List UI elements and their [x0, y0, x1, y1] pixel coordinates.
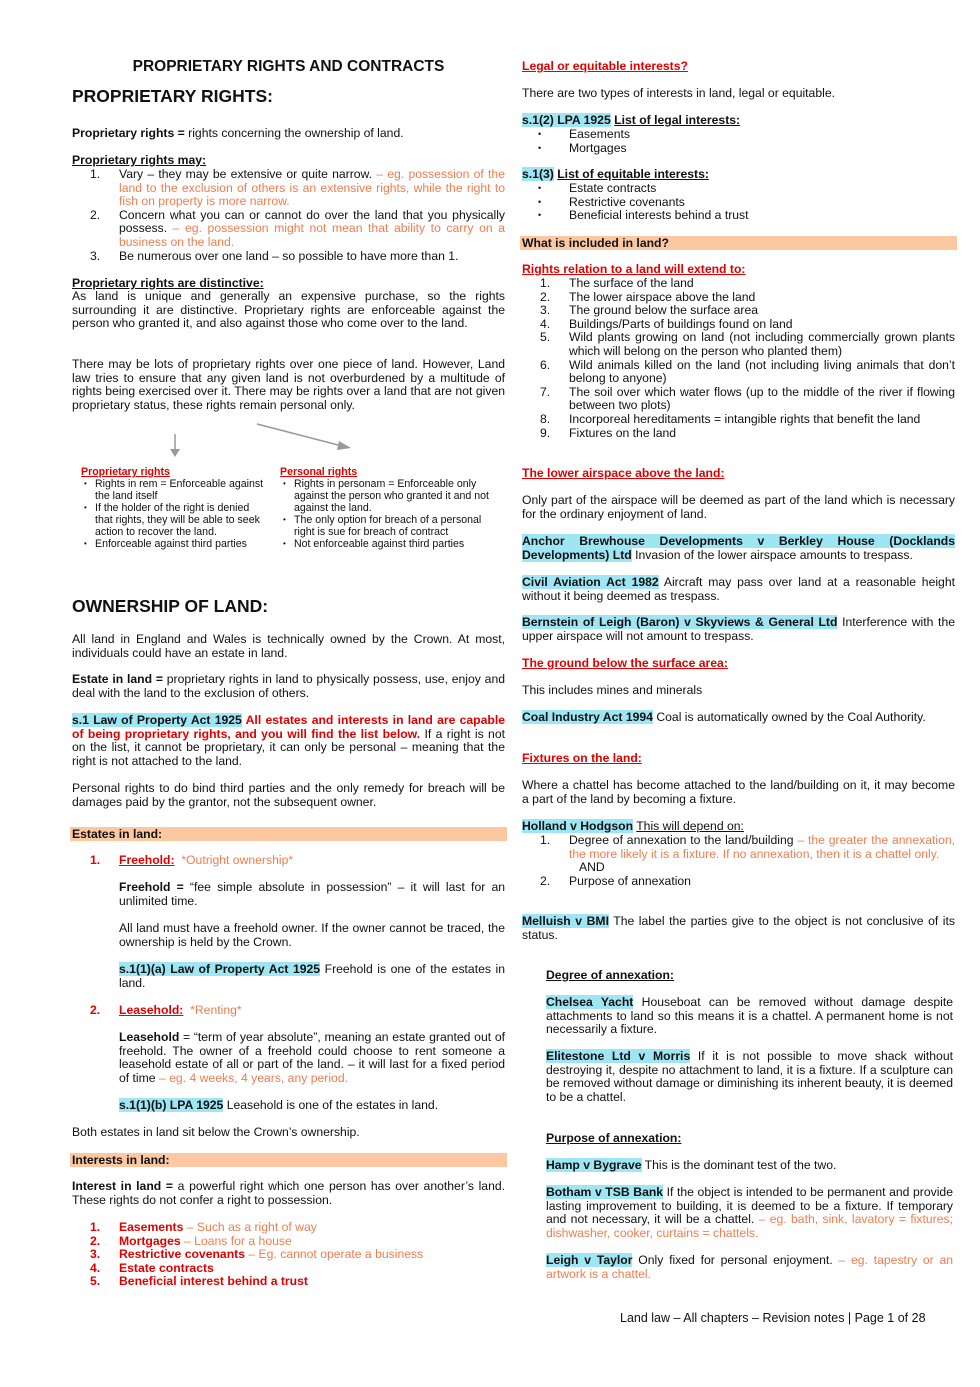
- page-footer: Land law – All chapters – Revision notes | Page 1 of 28: [620, 1311, 926, 1325]
- list-item: [522, 209, 955, 223]
- definition-text: “fee simple absolute in possession” – it will last for an unlimited time.: [119, 880, 506, 908]
- leasehold-label: Leasehold:: [119, 1003, 184, 1017]
- list-number: 1.: [90, 1220, 101, 1234]
- airspace-intro: Only part of the airspace will be deemed as part of the land which is necessary for the ordinary enjoyment of land.: [522, 493, 955, 521]
- list-text: The soil over which water flows (up to the middle of the river if flowing between two plots): [569, 384, 955, 413]
- list-number: 2.: [540, 289, 551, 304]
- list-text: Incorporeal hereditaments = intangible rights that benefit the land: [569, 411, 921, 426]
- list-item: [522, 359, 955, 386]
- list-number: 3.: [90, 248, 101, 263]
- list-text: Mortgages: [569, 140, 627, 155]
- case-melluish: [522, 915, 955, 942]
- list-number: 4.: [540, 316, 551, 331]
- list-number: 3.: [90, 1247, 101, 1262]
- list-text: If the holder of the right is denied that rights, they will be able to seek action to recover the land.: [95, 502, 260, 538]
- paragraph-text: Freehold is one of the estates in land.: [119, 962, 505, 990]
- distinctive-heading: Proprietary rights are distinctive:: [72, 276, 264, 290]
- definition-term: Proprietary rights =: [72, 126, 185, 140]
- example-note: – eg. 4 weeks, 4 years, any period.: [158, 1070, 348, 1085]
- list-text: Beneficial interests behind a trust: [569, 208, 749, 223]
- case-hamp-bygrave: [546, 1159, 953, 1173]
- case-text: This is the dominant test of the two.: [641, 1158, 837, 1172]
- definition-term: Leasehold: [119, 1030, 180, 1044]
- proprietary-rights-may-heading: Proprietary rights may:: [72, 153, 207, 167]
- list-text: The only option for breach of a personal right is sue for breach of contract: [294, 514, 482, 538]
- document-title: PROPRIETARY RIGHTS AND CONTRACTS: [132, 58, 445, 75]
- list-number: 5.: [540, 330, 551, 345]
- definition-text: proprietary rights in land to physically possess, use, enjoy and deal with the land to the exclusion of others.: [72, 672, 505, 700]
- list-text: The ground below the surface area: [569, 303, 759, 318]
- list-text: Enforceable against third parties: [95, 538, 247, 550]
- list-text: Buildings/Parts of buildings found on land: [569, 316, 793, 331]
- example-note: – eg. possession of the land to the exclusion of others is an extensive rights, while the right to fish on property is more narrow.: [119, 167, 505, 209]
- list-text: Vary – they may be extensive or quite narrow.: [119, 167, 377, 181]
- list-item: [522, 291, 955, 305]
- legal-interests-list: [522, 128, 955, 155]
- case-name: Leigh v Taylor: [546, 1253, 633, 1267]
- case-text: Only fixed for personal enjoyment.: [632, 1253, 839, 1267]
- list-number: 8.: [540, 411, 551, 426]
- list-number: 1.: [90, 167, 101, 181]
- interest-label: Estate contracts: [119, 1260, 214, 1275]
- example-note: – Such as a right of way: [183, 1220, 317, 1234]
- rights-extend-list: [522, 277, 955, 440]
- case-name: Anchor Brewhouse Developments v Berkley House (Docklands Developments) Ltd: [522, 534, 955, 562]
- list-text: Not enforceable against third parties: [294, 538, 465, 550]
- list-heading: List of legal interests:: [614, 113, 741, 127]
- list-heading: List of equitable interests:: [557, 167, 709, 181]
- example-note: – the greater the annexation, the more likely it is a fixture. If no annexation, then it is a chattel only.: [569, 833, 956, 861]
- fixtures-intro: Where a chattel has become attached to the land/building on it, it may become a part of the land by becoming a fixture.: [522, 778, 955, 806]
- example-note: – Eg. cannot operate a business: [245, 1247, 424, 1262]
- list-number: 1.: [540, 276, 551, 290]
- proprietary-rights-box-heading: Proprietary rights: [81, 466, 170, 478]
- bullet-icon: •: [538, 142, 542, 153]
- distinctive-paragraph: As land is unique and generally an expensive purchase, so the rights surrounding it are distinctive. Proprietary rights are enforceable against the person who granted it, and also against those who come over to the land.: [72, 289, 505, 331]
- list-item: [522, 427, 955, 441]
- list-item: [522, 182, 955, 196]
- list-item: [522, 196, 955, 210]
- case-name: Chelsea Yacht: [546, 995, 634, 1009]
- case-text: Aircraft may pass over land at a reasonable height without it being deemed as trespass.: [522, 575, 955, 603]
- list-text: Rights in personam = Enforceable only against the person who granted it and not against the land.: [294, 478, 489, 514]
- airspace-heading: The lower airspace above the land:: [522, 466, 725, 480]
- definition-term: Estate in land =: [72, 672, 163, 686]
- definition-term: Freehold =: [119, 880, 184, 894]
- case-text: Interference with the upper airspace will not amount to trespass.: [522, 615, 955, 643]
- list-text: Fixtures on the land: [569, 425, 677, 440]
- bullet-icon: •: [84, 479, 87, 488]
- statute-reference: s.1(1)(a) Law of Property Act 1925: [119, 962, 321, 976]
- case-anchor-brewhouse: [522, 535, 955, 562]
- list-item: [522, 413, 955, 427]
- list-item: [522, 304, 955, 318]
- case-name: Bernstein of Leigh (Baron) v Skyviews & General Ltd: [522, 615, 838, 629]
- list-item: [522, 875, 955, 889]
- ground-heading: The ground below the surface area:: [522, 656, 728, 670]
- bullet-icon: •: [538, 196, 542, 207]
- list-item: [522, 318, 955, 332]
- case-name: Coal Industry Act 1994: [522, 710, 653, 724]
- list-number: 5.: [90, 1274, 101, 1289]
- list-number: 4.: [90, 1260, 101, 1275]
- list-number: 2.: [90, 1233, 101, 1248]
- fixtures-heading: Fixtures on the land:: [522, 751, 642, 765]
- case-text: Coal is automatically owned by the Coal Authority.: [652, 710, 926, 724]
- case-botham-tsb: [546, 1186, 953, 1240]
- list-item: [522, 277, 955, 291]
- case-text: This will depend on:: [636, 819, 744, 833]
- list-number: 1.: [90, 853, 101, 867]
- statute-reference: s.1(2) LPA 1925: [522, 113, 611, 127]
- case-name: Melluish v BMI: [522, 914, 609, 928]
- list-number: 2.: [540, 873, 551, 888]
- case-elitestone: [546, 1050, 953, 1104]
- list-item: [522, 386, 955, 413]
- degree-annexation-heading: Degree of annexation:: [546, 968, 674, 982]
- case-name: Botham v TSB Bank: [546, 1185, 664, 1199]
- list-number: 2.: [90, 207, 101, 222]
- list-text: Estate contracts: [569, 181, 657, 195]
- paragraph-text: If a right is not on the list, it cannot be proprietary, it can only be personal – meaning that the right is not attached to the land.: [72, 726, 505, 768]
- personal-rights-box-heading: Personal rights: [280, 466, 358, 478]
- case-text: Invasion of the lower airspace amounts to trespass.: [631, 547, 913, 562]
- list-number: 2.: [90, 1003, 101, 1017]
- bullet-icon: •: [84, 539, 87, 548]
- leasehold-note: *Renting*: [190, 1003, 242, 1017]
- list-number: 1.: [540, 833, 551, 847]
- bullet-icon: •: [538, 183, 542, 193]
- case-text: The label the parties give to the object is not conclusive of its status.: [522, 914, 955, 942]
- statute-reference: s.1(3): [522, 167, 554, 181]
- purpose-annexation-heading: Purpose of annexation:: [546, 1131, 682, 1145]
- definition-text: rights concerning the ownership of land.: [184, 126, 404, 140]
- list-item: [522, 142, 955, 156]
- example-note: – eg. tapestry or an artwork is a chattel.: [546, 1253, 953, 1281]
- list-number: 6.: [540, 357, 551, 372]
- list-text: The surface of the land: [569, 276, 694, 290]
- definition-text: a powerful right which one person has over another’s land. These rights do not confer a right to possession.: [72, 1179, 506, 1207]
- list-item: [522, 331, 955, 358]
- overburden-paragraph: There may be lots of proprietary rights over one piece of land. However, Land law tries to ensure that any given land is not overburdened by a multitude of rights being exercised over it. There may be rights over a land that are not given proprietary status, these rights remain personal only.: [72, 357, 505, 412]
- list-number: 9.: [540, 425, 551, 440]
- freehold-owner-paragraph: All land must have a freehold owner. If the owner cannot be traced, the ownership is held by the Crown.: [119, 921, 505, 949]
- case-name: Holland v Hodgson: [522, 819, 634, 833]
- example-note: – Loans for a house: [180, 1233, 292, 1248]
- arrow-diagonal-icon: [257, 424, 351, 450]
- case-bernstein: [522, 616, 955, 643]
- definition-term: Interest in land =: [72, 1179, 173, 1193]
- statute-reference: s.1 Law of Property Act 1925: [72, 713, 242, 727]
- list-text: Rights in rem = Enforceable against the land itself: [95, 478, 264, 502]
- interest-label: Easements: [119, 1220, 184, 1234]
- paragraph-text: Leasehold is one of the estates in land.: [223, 1098, 439, 1112]
- case-leigh-taylor: [546, 1254, 953, 1281]
- case-name: Civil Aviation Act 1982: [522, 575, 659, 589]
- list-text: Restrictive covenants: [569, 194, 685, 209]
- included-in-land-band: What is included in land?: [520, 236, 957, 250]
- key-statement: All estates and interests in land are capable of being proprietary rights, and you will find the list below.: [72, 713, 505, 741]
- case-coal-industry-act: [522, 711, 955, 725]
- list-item: [522, 834, 955, 861]
- interest-label: Mortgages: [119, 1233, 181, 1248]
- interest-label: Beneficial interest behind a trust: [119, 1274, 308, 1289]
- legal-equitable-heading: Legal or equitable interests?: [522, 59, 688, 73]
- list-text: Wild plants growing on land (not including commercially grown plants which will belong on the person who planted them): [569, 330, 955, 358]
- arrow-down-icon: [170, 434, 180, 457]
- list-text: Concern what you can or cannot do over the land that you physically possess.: [119, 207, 505, 236]
- example-note: – eg. possession might not mean that ability to carry on a business on the land.: [119, 221, 505, 249]
- crown-paragraph: All land in England and Wales is technically owned by the Crown. At most, individuals could have an estate in land.: [72, 632, 505, 660]
- list-text: Purpose of annexation: [569, 873, 691, 888]
- bullet-icon: •: [538, 129, 542, 139]
- case-name: Elitestone Ltd v Morris: [546, 1049, 691, 1063]
- example-note: – eg. bath, sink, lavatory = fixtures; dishwasher, cooker, curtains = chattels.: [546, 1212, 953, 1240]
- case-civil-aviation-act: [522, 576, 955, 603]
- list-text: Wild animals killed on the land (not including living animals that don’t belong to anyone): [569, 357, 955, 386]
- bullet-icon: •: [84, 503, 87, 512]
- bullet-icon: •: [283, 515, 286, 524]
- legal-equitable-intro: There are two types of interests in land, legal or equitable.: [522, 86, 835, 100]
- equitable-interests-list: [522, 182, 955, 223]
- freehold-note: *Outright ownership*: [181, 853, 294, 867]
- list-number: 3.: [540, 303, 551, 318]
- list-text: Easements: [569, 127, 630, 141]
- case-text: If it is not possible to move shack without destroying it, despite no attachment to land, it is a fixture. If a sculpture can be removed without damage or diminishing its inherent beauty, it is deemed to be a chattel.: [546, 1049, 953, 1104]
- list-number: 7.: [540, 384, 551, 399]
- ground-intro: This includes mines and minerals: [522, 683, 703, 697]
- and-label: AND: [579, 860, 605, 875]
- interests-in-land-band: Interests in land:: [70, 1153, 507, 1167]
- statute-reference: s.1(1)(b) LPA 1925: [119, 1098, 224, 1112]
- annexation-tests-list: [522, 834, 955, 888]
- list-item: [522, 128, 955, 142]
- section-heading-ownership: OWNERSHIP OF LAND:: [72, 596, 269, 616]
- list-text: Degree of annexation to the land/building: [569, 833, 798, 847]
- section-heading-proprietary-rights: PROPRIETARY RIGHTS:: [72, 86, 273, 106]
- and-connector: [522, 861, 955, 875]
- case-chelsea-yacht: [546, 996, 953, 1037]
- legal-interests-heading: [522, 114, 740, 128]
- list-text: The lower airspace above the land: [569, 289, 756, 304]
- personal-rights-paragraph: Personal rights to do bind third parties and the only remedy for breach will be damages paid by the grantor, not the subsequent owner.: [72, 781, 505, 809]
- equitable-interests-heading: [522, 168, 709, 182]
- case-text: If the object is intended to be permanent and provide lasting improvement to building, it is deemed to be a fixture. If temporary and not necessary, it will be a chattel.: [546, 1185, 953, 1227]
- both-estates-paragraph: Both estates in land sit below the Crown’s ownership.: [72, 1125, 360, 1139]
- rights-extend-heading: Rights relation to a land will extend to:: [522, 262, 746, 276]
- bullet-icon: •: [283, 539, 286, 548]
- interest-label: Restrictive covenants: [119, 1247, 245, 1262]
- bullet-icon: •: [283, 479, 286, 488]
- list-text: Be numerous over one land – so possible to have more than 1.: [119, 248, 459, 263]
- case-text: Houseboat can be removed without damage despite attachments to land so this means it is a chattel. A permanent home is not necessarily a fixture.: [546, 995, 953, 1037]
- estates-in-land-band: Estates in land:: [70, 827, 507, 841]
- definition-text: = “term of year absolute”, meaning an estate granted out of freehold. The owner of a freehold could choose to rent someone a leasehold estate of all or part of the land. – it will last for a fixed period of time: [119, 1030, 505, 1085]
- freehold-label: Freehold:: [119, 853, 175, 867]
- case-name: Hamp v Bygrave: [546, 1158, 642, 1172]
- case-holland-hodgson: [522, 820, 744, 834]
- bullet-icon: •: [538, 210, 542, 221]
